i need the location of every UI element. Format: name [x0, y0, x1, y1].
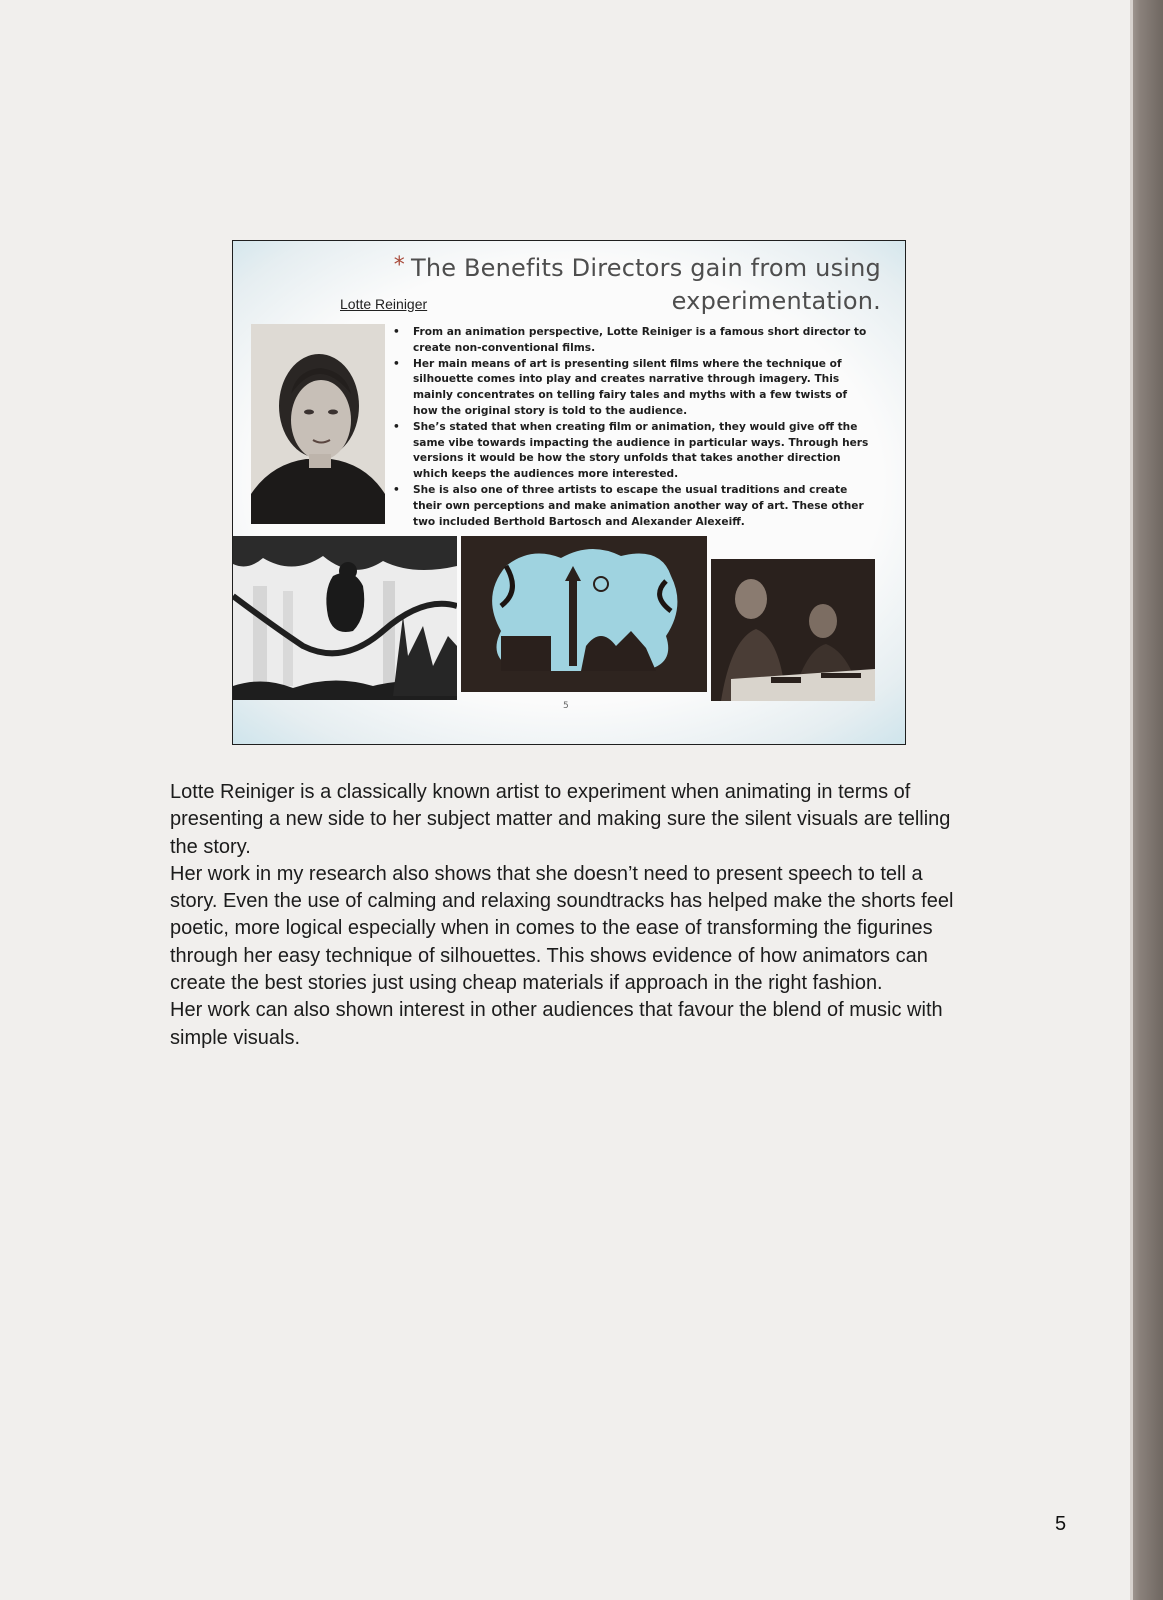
- slide-bullet: • She is also one of three artists to escape the usual traditions and create their own perceptions and make animation another way of art. These other two included Berthold Bartosch and Alexander Alexeiff.: [393, 483, 873, 530]
- slide-number: 5: [563, 701, 569, 711]
- slide-image: [232, 240, 906, 745]
- studio-photo-illustration: [711, 559, 875, 701]
- slide-bullet: • She’s stated that when creating film or animation, they would give off the same vibe towards impacting the audience in particular ways. Through hers versions it would be how the story unfolds that takes another direction which keeps the audiences more interested.: [393, 420, 873, 483]
- body-paragraph: Her work can also shown interest in other audiences that favour the blend of music with simple visuals.: [170, 999, 943, 1049]
- silhouette-city-illustration: [461, 536, 707, 692]
- page-number: 5: [1055, 1513, 1067, 1535]
- slide-bullet: • Her main means of art is presenting silent films where the technique of silhouette comes into play and creates narrative through imagery. This mainly concentrates on telling fairy tales and myths with a few twists of how the original story is told to the audience.: [393, 357, 873, 420]
- studio-photo-image: [711, 559, 875, 701]
- body-text: [170, 779, 960, 1052]
- slide-bullet-list: [393, 325, 873, 530]
- silhouette-forest-illustration: [233, 536, 457, 700]
- portrait-photo: [251, 324, 385, 524]
- slide-subtitle: Lotte Reiniger: [340, 296, 428, 312]
- slide-title: [361, 249, 881, 318]
- title-star: *: [393, 253, 405, 278]
- slide-bullet: • From an animation perspective, Lotte Reiniger is a famous short director to create non-conventional films.: [393, 325, 873, 357]
- page-edge: [1130, 0, 1163, 1600]
- slide-title-text: The Benefits Directors gain from using experimentation.: [410, 254, 881, 315]
- silhouette-forest-image: [233, 536, 457, 700]
- silhouette-city-image: [461, 536, 707, 692]
- body-paragraph: Her work in my research also shows that she doesn’t need to present speech to tell a story. Even the use of calming and relaxing soundtracks has helped make the shorts feel poetic, more logical especially when in comes to the ease of transforming the figurines through her easy technique of silhouettes. This shows evidence of how animators can create the best stories just using cheap materials if approach in the right fashion.: [170, 862, 954, 995]
- body-paragraph: Lotte Reiniger is a classically known artist to experiment when animating in terms of presenting a new side to her subject matter and making sure the silent visuals are telling the story.: [170, 781, 951, 858]
- portrait-illustration: [251, 324, 385, 524]
